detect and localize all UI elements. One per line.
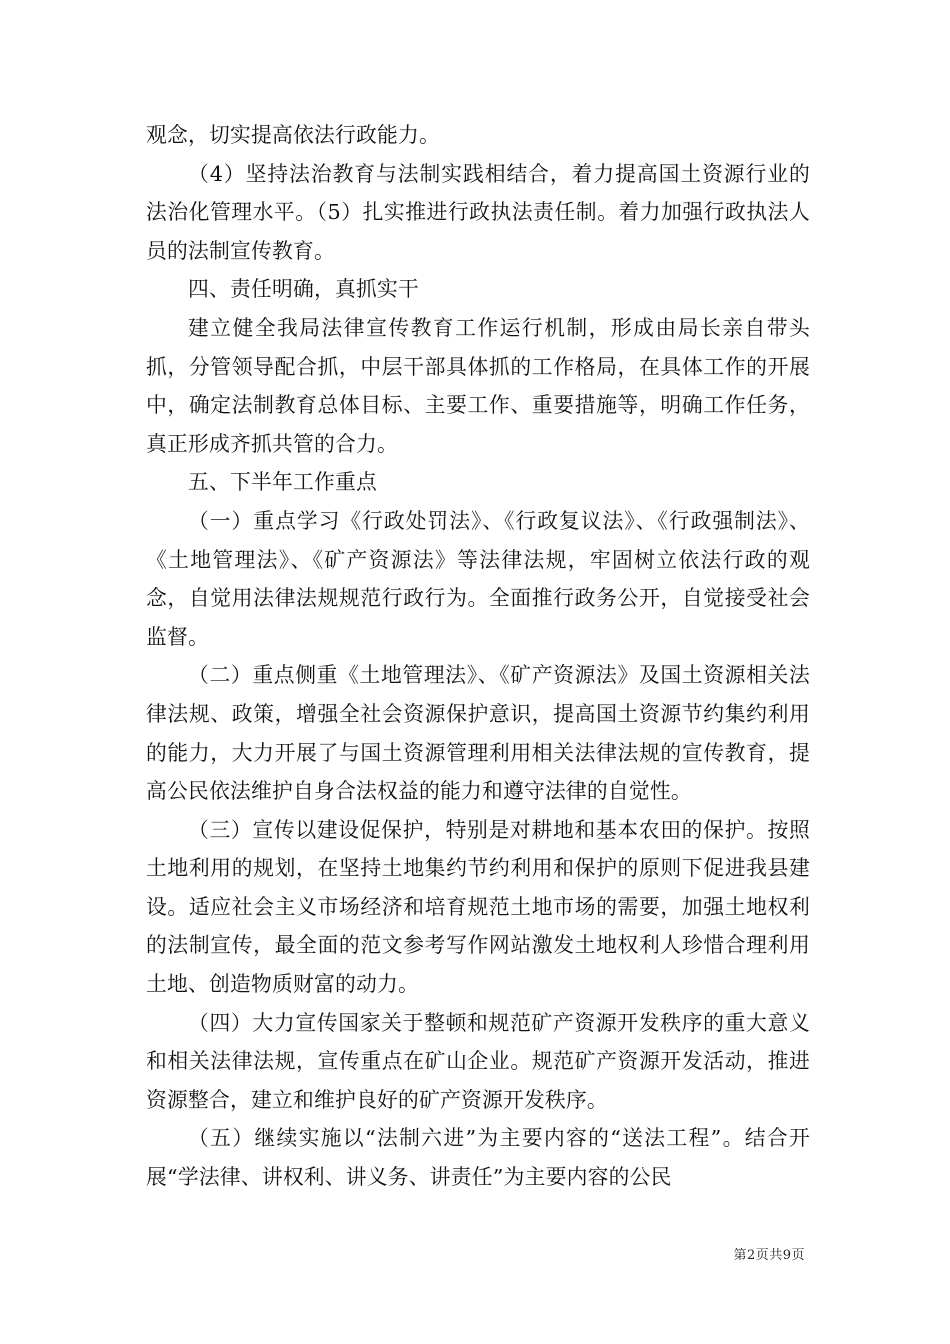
paragraph-continuation: 观念，切实提高依法行政能力。 bbox=[146, 123, 440, 147]
paragraph-point-2: （二）重点侧重《土地管理法》、《矿产资源法》及国土资源相关法律法规、政策，增强全社会资源保护意识，提高国土资源节约集约利用的能力，大力开展了与国土资源管理利用相关法律法规的宣传教育，提高公民依法维护自身合法权益的能力和遵守法律的自觉性。 bbox=[146, 663, 810, 804]
section-heading-4: 四、责任明确，真抓实干 bbox=[188, 277, 419, 302]
paragraph-point-1: （一）重点学习《行政处罚法》、《行政复议法》、《行政强制法》、《土地管理法》、《矿产资源法》等法律法规，牢固树立依法行政的观念，自觉用法律法规规范行政行为。全面推行政务公开，自觉接受社会监督。 bbox=[146, 508, 810, 649]
paragraph-mechanism: 建立健全我局法律宣传教育工作运行机制，形成由局长亲自带头抓，分管领导配合抓，中层干部具体抓的工作格局，在具体工作的开展中，确定法制教育总体目标、主要工作、重要措施等，明确工作任务，真正形成齐抓共管的合力。 bbox=[146, 315, 810, 456]
paragraph-point-4: （四）大力宣传国家关于整顿和规范矿产资源开发秩序的重大意义和相关法律法规，宣传重点在矿山企业。规范矿产资源开发活动，推进资源整合，建立和维护良好的矿产资源开发秩序。 bbox=[146, 1010, 810, 1112]
paragraph-point-5: （五）继续实施以“法制六进”为主要内容的“送法工程”。结合开展“学法律、讲权利、讲义务、讲责任”为主要内容的公民 bbox=[146, 1126, 810, 1190]
document-body bbox=[146, 116, 810, 1197]
page-number: 第2页共9页 bbox=[733, 1248, 805, 1263]
paragraph-point-3: （三）宣传以建设促保护，特别是对耕地和基本农田的保护。按照土地利用的规划，在坚持土地集约节约利用和保护的原则下促进我县建设。适应社会主义市场经济和培育规范土地市场的需要，加强土地权利的法制宣传，最全面的范文参考写作网站激发土地权利人珍惜合理利用土地、创造物质财富的动力。 bbox=[146, 817, 810, 997]
paragraph-item-4-5: （4）坚持法治教育与法制实践相结合，着力提高国土资源行业的法治化管理水平。（5）扎实推进行政执法责任制。着力加强行政执法人员的法制宣传教育。 bbox=[146, 161, 810, 263]
section-heading-5: 五、下半年工作重点 bbox=[188, 470, 377, 495]
